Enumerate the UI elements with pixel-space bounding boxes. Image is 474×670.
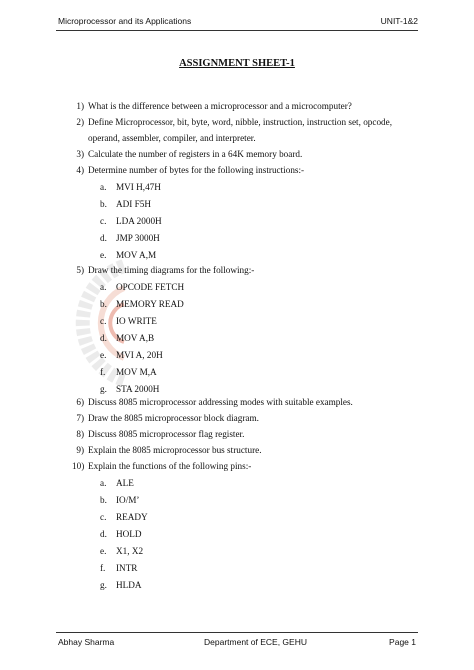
sub-item-text: READY (116, 512, 148, 522)
sub-item-text: INTR (116, 563, 138, 573)
sub-item-text: IO WRITE (116, 316, 157, 326)
header-divider (56, 30, 418, 31)
sub-item-text: ALE (116, 478, 134, 488)
question-number: 9) (76, 445, 84, 455)
sub-item-letter: d. (100, 233, 107, 243)
question-text: Define Microprocessor, bit, byte, word, nibble, instruction, instruction set, opcode, (88, 117, 393, 127)
sub-item-letter: e. (100, 350, 107, 360)
question-number: 4) (76, 165, 84, 175)
sub-item-letter: g. (100, 384, 107, 394)
question-number: 3) (76, 149, 84, 159)
question-number: 7) (76, 413, 84, 423)
question-text: Explain the functions of the following pins:- (88, 461, 252, 471)
question-text: Draw the timing diagrams for the following:- (88, 265, 255, 275)
sub-item-text: MOV M,A (116, 367, 157, 377)
question-number: 1) (76, 101, 84, 111)
question-number: 8) (76, 429, 84, 439)
sub-item-letter: d. (100, 333, 107, 343)
header-unit: UNIT-1&2 (380, 16, 418, 26)
sub-item-letter: c. (100, 512, 107, 522)
sub-item-letter: a. (100, 478, 107, 488)
page-title: ASSIGNMENT SHEET-1 (179, 58, 295, 69)
sub-item-text: OPCODE FETCH (116, 282, 185, 292)
sub-item-text: MVI H,47H (116, 182, 161, 192)
sub-item-text: MVI A, 20H (116, 350, 163, 360)
sub-item-letter: f. (100, 367, 106, 377)
question-text: Explain the 8085 microprocessor bus structure. (88, 445, 262, 455)
sub-item-text: ADI F5H (116, 199, 151, 209)
sub-item-letter: b. (100, 299, 107, 309)
sub-item-letter: a. (100, 282, 107, 292)
footer-author: Abhay Sharma (58, 637, 115, 647)
question-text: Calculate the number of registers in a 64K memory board. (88, 149, 303, 159)
footer-department: Department of ECE, GEHU (204, 637, 307, 647)
sub-item-letter: d. (100, 529, 107, 539)
sub-item-text: IO/M’ (116, 495, 140, 505)
question-text: Discuss 8085 microprocessor addressing modes with suitable examples. (88, 397, 353, 407)
sub-item-letter: g. (100, 580, 107, 590)
question-number: 6) (76, 397, 84, 407)
sub-item-text: MOV A,B (116, 333, 155, 343)
question-number: 2) (76, 117, 84, 127)
sub-item-text: HLDA (116, 580, 142, 590)
header-course-title: Microprocessor and its Applications (58, 16, 192, 26)
sub-item-text: MOV A,M (116, 250, 157, 260)
question-text: Discuss 8085 microprocessor flag register. (88, 429, 245, 439)
question-text: Draw the 8085 microprocessor block diagram. (88, 413, 259, 423)
footer-divider (56, 632, 418, 633)
sub-item-letter: b. (100, 199, 107, 209)
sub-item-text: STA 2000H (116, 384, 160, 394)
sub-item-text: LDA 2000H (116, 216, 162, 226)
sub-item-text: JMP 3000H (116, 233, 160, 243)
sub-item-letter: c. (100, 316, 107, 326)
question-text-continued: operand, assembler, compiler, and interpreter. (88, 133, 256, 143)
sub-item-text: HOLD (116, 529, 142, 539)
question-number: 10) (72, 461, 85, 471)
question-number: 5) (76, 265, 84, 275)
sub-item-letter: f. (100, 563, 106, 573)
sub-item-letter: e. (100, 250, 107, 260)
sub-item-text: X1, X2 (116, 546, 144, 556)
sub-item-letter: c. (100, 216, 107, 226)
sub-item-letter: a. (100, 182, 107, 192)
question-text: Determine number of bytes for the following instructions:- (88, 165, 305, 175)
sub-item-text: MEMORY READ (116, 299, 184, 309)
question-text: What is the difference between a microprocessor and a microcomputer? (88, 101, 352, 111)
sub-item-letter: b. (100, 495, 107, 505)
footer-page-number: Page 1 (389, 637, 416, 647)
sub-item-letter: e. (100, 546, 107, 556)
gear-logo-icon (52, 258, 126, 388)
